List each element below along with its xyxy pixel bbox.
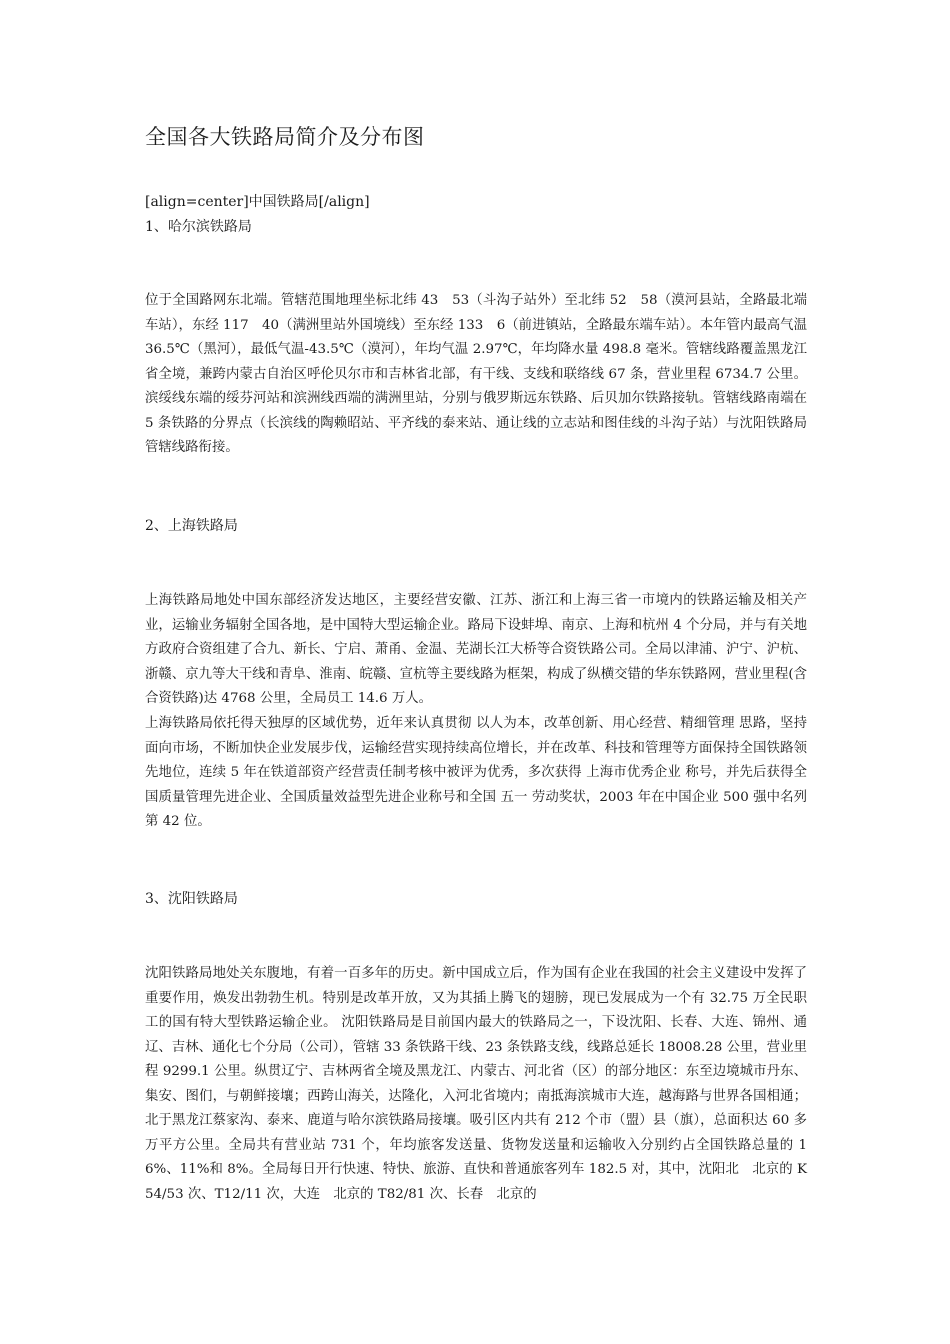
paragraph-shanghai-1: 上海铁路局地处中国东部经济发达地区，主要经营安徽、江苏、浙江和上海三省一市境内的铁路运输及相关产业，运输业务辐射全国各地，是中国特大型运输企业。路局下设蚌埠、南京、上海和杭州 4 个分局，并与有关地方政府合资组建了合九、新长、宁启、萧甬、金温、芜湖长江大桥等合资铁路公司。全局以津浦、沪宁、沪杭、浙赣、京九等大干线和青阜、淮南、皖赣、宣杭等主要线路为框架，构成了纵横交错的华东铁路网，营业里程(含合资铁路)达 4768 公里，全局员工 14.6 万人。 [145, 593, 807, 706]
section-heading-shenyang: 3、沈阳铁路局 [145, 891, 238, 907]
section-heading-harbin: 1、哈尔滨铁路局 [145, 219, 252, 235]
paragraph-shenyang: 沈阳铁路局地处关东腹地，有着一百多年的历史。新中国成立后，作为国有企业在我国的社会主义建设中发挥了重要作用，焕发出勃勃生机。特别是改革开放，又为其插上腾飞的翅膀，现已发展成为一个有 32.75 万全民职工的国有特大型铁路运输企业。 沈阳铁路局是目前国内最大的铁路局之一，下设沈阳、长春、大连、锦州、通辽、吉林、通化七个分局（公司），管辖 33 条铁路干线、23 条铁路支线，线路总延长 18008.28 公里，营业里程 9299.1 公里。纵贯辽宁、吉林两省全境及黑龙江、内蒙古、河北省（区）的部分地区：东至边境城市丹东、集安、图们，与朝鲜接壤；西跨山海关，达隆化，入河北省境内；南抵海滨城市大连，越海路与世界各国相通；北于黑龙江蔡家沟、泰来、鹿道与哈尔滨铁路局接壤。吸引区内共有 212 个市（盟）县（旗），总面积达 60 多万平方公里。全局共有营业站 731 个，年均旅客发送量、货物发送量和运输收入分别约占全国铁路总量的 16%、11%和 8%。全局每日开行快速、特快、旅游、直快和普通旅客列车 182.5 对，其中，沈阳北 北京的 K54/53 次、T12/11 次，大连 北京的 T82/81 次、长春 北京的 [145, 966, 807, 1202]
section-heading-shanghai: 2、上海铁路局 [145, 518, 238, 534]
bbcode-line: [align=center]中国铁路局[/align] [145, 194, 370, 210]
document-title: 全国各大铁路局简介及分布图 [145, 125, 425, 149]
paragraph-harbin: 位于全国路网东北端。管辖范围地理坐标北纬 43 53（斗沟子站外）至北纬 52 58（漠河县站，全路最北端车站），东经 117 40（满洲里站外国境线）至东经 133 6（前进镇站，全路最东端车站）。本年管内最高气温 36.5℃（黑河），最低气温-43.5℃（漠河），年均气温 2.97℃，年均降水量 498.8 毫米。管辖线路覆盖黑龙江省全境，兼跨内蒙古自治区呼伦贝尔市和吉林省北部，有干线、支线和联络线 67 条，营业里程 6734.7 公里。滨绥线东端的绥芬河站和滨洲线西端的满洲里站，分别与俄罗斯远东铁路、后贝加尔铁路接轨。管辖线路南端在 5 条铁路的分界点（长滨线的陶赖昭站、平齐线的泰来站、通让线的立志站和图佳线的斗沟子站）与沈阳铁路局管辖线路衔接。 [145, 293, 807, 455]
paragraph-shanghai-2: 上海铁路局依托得天独厚的区域优势，近年来认真贯彻 以人为本，改革创新、用心经营、精细管理 思路，坚持面向市场，不断加快企业发展步伐，运输经营实现持续高位增长，并在改革、科技和管理等方面保持全国铁路领先地位，连续 5 年在铁道部资产经营责任制考核中被评为优秀，多次获得 上海市优秀企业 称号，并先后获得全国质量管理先进企业、全国质量效益型先进企业称号和全国 五一 劳动奖状，2003 年在中国企业 500 强中名列第 42 位。 [145, 716, 807, 829]
